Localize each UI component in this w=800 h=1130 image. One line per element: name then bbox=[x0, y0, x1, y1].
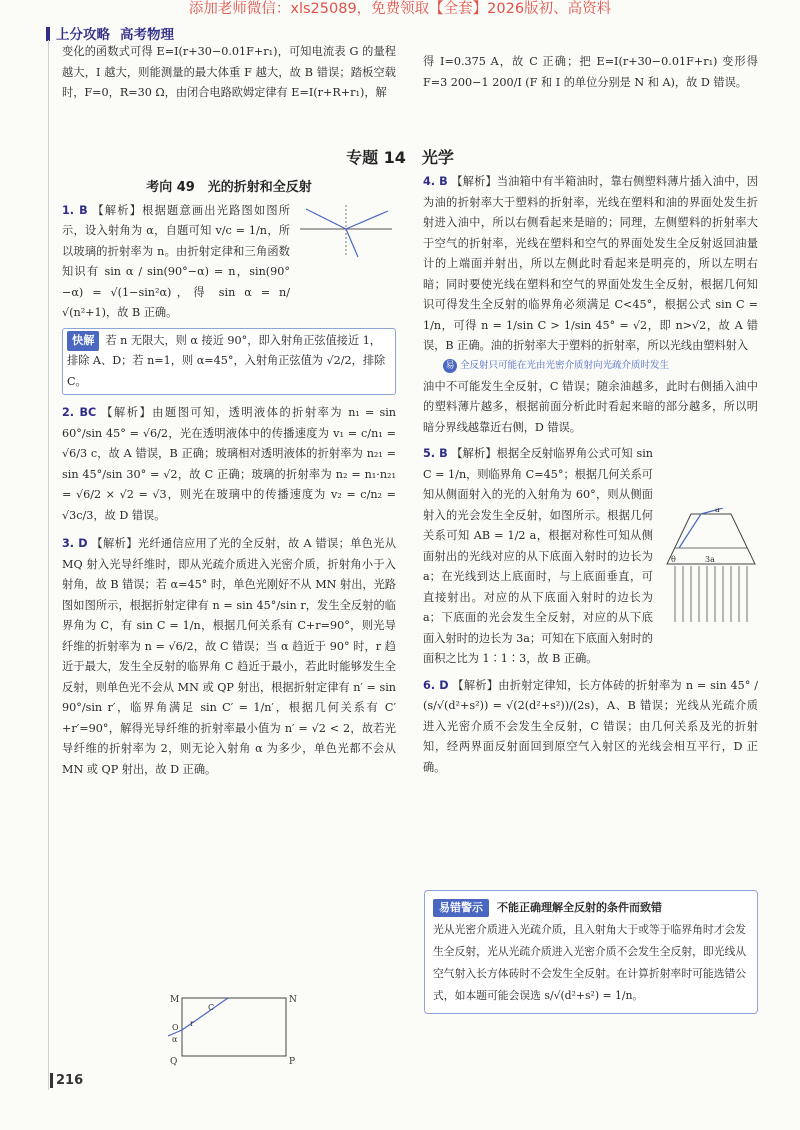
question-1 bbox=[62, 201, 396, 396]
fig3-label-P: P bbox=[289, 1057, 296, 1067]
q4-note-text: 全反射只可能在光由光密介质射向光疏介质时发生 bbox=[460, 359, 670, 371]
page-number: 216 bbox=[50, 1073, 83, 1088]
margin-line bbox=[48, 40, 49, 1090]
error-warning-box bbox=[424, 890, 758, 1014]
warning-tag: 易错警示 bbox=[433, 899, 489, 917]
q4-body-1: 【解析】当油箱中有半箱油时，靠右侧塑料薄片插入油中，因为油的折射率大于塑料的折射率，光线在塑料和油的界面处发生折射进入油中，所以右侧看起来是暗的；同理，左侧塑料的折射率大于空气的折射率，光线在塑料和空气的界面处发生全反射返回油量计的上端面并射出，所以左侧此时看起来是明亮的，所以左明右暗；同时要使光线在塑料和空气的界面处发生全反射，根据几何知识可得发生全反射的临界角必须满足 C<45°，根据公式 sin C = 1/n，可得 n = 1/sin C > 1/sin 45° = √2，即 n>√2，故 A 错误，B 正确。油的折射率大于塑料的折射率，所以光线由塑料射入 bbox=[423, 175, 758, 352]
q3-fiber-figure bbox=[168, 990, 298, 1070]
fig3-label-Q: Q bbox=[170, 1057, 178, 1067]
fig3-label-N: N bbox=[289, 995, 297, 1005]
fig5-label-3a: 3a bbox=[705, 555, 715, 564]
fig3-label-r: r bbox=[190, 1019, 194, 1028]
q4-body-2: 油中不可能发生全反射，C 错误；随余油越多，此时右侧插入油中的塑料薄片越多，根据前面分析此时看起来暗的部分越多，所以明暗分界线越靠近右侧，D 错误。 bbox=[423, 379, 758, 434]
q2-body: 【解析】由题图可知，透明液体的折射率为 n₁ = sin 60°/sin 45° = √6/2，光在透明液体中的传播速度为 v₁ = c/n₁ = √6/3 c，故 A 错误，B 正确；玻璃相对透明液体的折射率为 n₂₁ = sin 45°/sin 30° = √2，故 C 正确；玻璃的折射率为 n₂ = n₁·n₂₁ = √6/2 × √2 = √3，则光在玻璃中的传播速度为 v₂ = c/n₂ = √3c/3，故 D 错误。 bbox=[62, 406, 397, 522]
q6-body: 【解析】由折射定律知，长方体砖的折射率为 n = sin 45° / (s/√(d²+s²)) = √(2(d²+s²))/(2s)，A、B 错误；光线从光疏介质进入光密介质不会发生全反射，C 错误；由几何关系及光的折射知，经两界面反射面回到原空气入射区的光线会相互平行，D 正确。 bbox=[423, 678, 758, 774]
top-left-paragraph bbox=[62, 42, 396, 106]
left-column bbox=[62, 178, 396, 782]
page-header bbox=[46, 23, 174, 43]
header-bar-icon bbox=[46, 27, 50, 41]
fig5-label-theta: θ bbox=[671, 555, 676, 564]
q2-text bbox=[62, 403, 396, 526]
q4-text bbox=[423, 172, 758, 357]
q6-number: 6. D bbox=[423, 678, 449, 692]
quick-solution-tag: 快解 bbox=[67, 331, 99, 352]
fig3-label-C: C bbox=[208, 1003, 215, 1012]
q3-number: 3. D bbox=[62, 537, 88, 550]
q1-quick-solution-box bbox=[62, 328, 396, 396]
question-6 bbox=[423, 676, 758, 779]
top-right-paragraph bbox=[423, 52, 758, 95]
question-4 bbox=[423, 172, 758, 438]
top-left-text: 变化的函数式可得 E=I(r+30−0.01F+r₁)，可知电流表 G 的量程越大，I 越大，则能测量的最大体重 F 越大，故 B 错误；踏板空载时，F=0，R=30 Ω，由闭合电路欧姆定律有 E=I(r+R+r₁)，解 bbox=[62, 45, 396, 99]
topic-title: 考向 49 光的折射和全反射 bbox=[146, 180, 312, 195]
watermark-text: 添加老师微信：xls25089，免费领取【全套】2026版初、高资料 bbox=[188, 1, 612, 17]
q5-text bbox=[423, 444, 653, 670]
section-title: 专题 14 光学 bbox=[346, 148, 454, 167]
q1-text bbox=[62, 201, 290, 324]
note-icon: 易 bbox=[443, 359, 457, 373]
warning-title: 不能正确理解全反射的条件而致错 bbox=[497, 901, 662, 914]
q1-body: 【解析】根据题意画出光路图如图所示，设入射角为 α，自题可知 v/c = 1/n，所以玻璃的折射率为 n。由折射定律和三角函数知识有 sin α / sin(90°−α) = n，sin(90°−α) = √(1−sin²α)，得 sin α = n/√(n²+1)，故 B 正确。 bbox=[62, 203, 290, 319]
q3-text bbox=[62, 534, 396, 780]
fig5-label-a: a bbox=[715, 508, 720, 514]
question-2 bbox=[62, 403, 396, 526]
warning-text: 光从光密介质进入光疏介质，且入射角大于或等于临界角时才会发生全反射，光从光疏介质进入光密介质不会发生全反射，即光线从空气射入长方体砖时不会发生全反射。在计算折射率时可能选错公式，如本题可能会误选 s/√(d²+s²) = 1/n。 bbox=[433, 923, 747, 1002]
header-subject: 高考物理 bbox=[120, 27, 174, 43]
right-column bbox=[423, 172, 758, 780]
q1-figure bbox=[298, 203, 394, 259]
q5-number: 5. B bbox=[423, 447, 448, 460]
header-brand: 上分攻略 bbox=[56, 27, 110, 43]
q1-number: 1. B bbox=[62, 203, 88, 217]
q5-trapezoid-figure bbox=[665, 508, 757, 624]
fig3-label-O: O bbox=[172, 1023, 179, 1032]
fig3-label-M: M bbox=[170, 995, 180, 1005]
q6-text bbox=[423, 676, 758, 779]
q3-body: 【解析】光纤通信应用了光的全反射，故 A 错误；单色光从 MQ 射入光导纤维时，即从光疏介质进入光密介质，折射角小于入射角，故 B 错误；若 α=45° 时，单色光刚好不从 MN 射出，光路图如图所示，根据折射定律有 n = sin 45°/sin r，发生全反射的临界角为 C，有 sin C = 1/n，根据几何关系有 C+r=90°，则光导纤维的折射率为 n = √6/2，故 C 错误；当 α 趋近于 90° 时，r 趋近于最大，发生全反射的临界角 C 趋近于最小，若此时能够发生全反射，则单色光不会从 MN 或 QP 射出，根据折射定律有 n′ = sin 90°/sin r′，临界角满足 sin C′ = 1/n′，根据几何关系有 C′+r′=90°，解得光导纤维的折射率最小值为 n′ = √2 < 2，故若光导纤维的折射率为 2，则无论入射角 α 为多少，单色光都不会从 MN 或 QP 射出，故 D 正确。 bbox=[62, 537, 397, 776]
question-3 bbox=[62, 534, 396, 780]
top-right-text: 得 I=0.375 A，故 C 正确；把 E=I(r+30−0.01F+r₁) 变形得 F=3 200−1 200/I (F 和 I 的单位分别是 N 和 A)，故 D 错误。 bbox=[423, 55, 758, 89]
fig3-label-alpha: α bbox=[172, 1035, 178, 1044]
q5-body: 【解析】根据全反射临界角公式可知 sin C = 1/n，则临界角 C=45°；根据几何关系可知从侧面射入的光的入射角为 60°，则从侧面射入的光会发生全反射，如图所示。根据几何关系可知 AB = 1/2 a，根据对称性可知从侧面射出的光线对应的从下底面入射时的边长为 a；在光线到达上底面时，与上底面垂直，可直接射出。对应的从下底面入射时的边长为 a；下底面的光会发生全反射，对应的从下底面入射时的边长为 3a；可知在下底面入射时的面积之比为 1∶1∶3，故 B 正确。 bbox=[423, 447, 653, 665]
q1-quick-text: 若 n 无限大，则 α 接近 90°，即入射角正弦值接近 1，排除 A、D；若 n=1，则 α=45°，入射角正弦值为 √2/2，排除 C。 bbox=[67, 333, 386, 388]
q2-number: 2. BC bbox=[62, 406, 97, 419]
q4-side-note bbox=[443, 359, 758, 373]
q4-number: 4. B bbox=[423, 175, 448, 188]
